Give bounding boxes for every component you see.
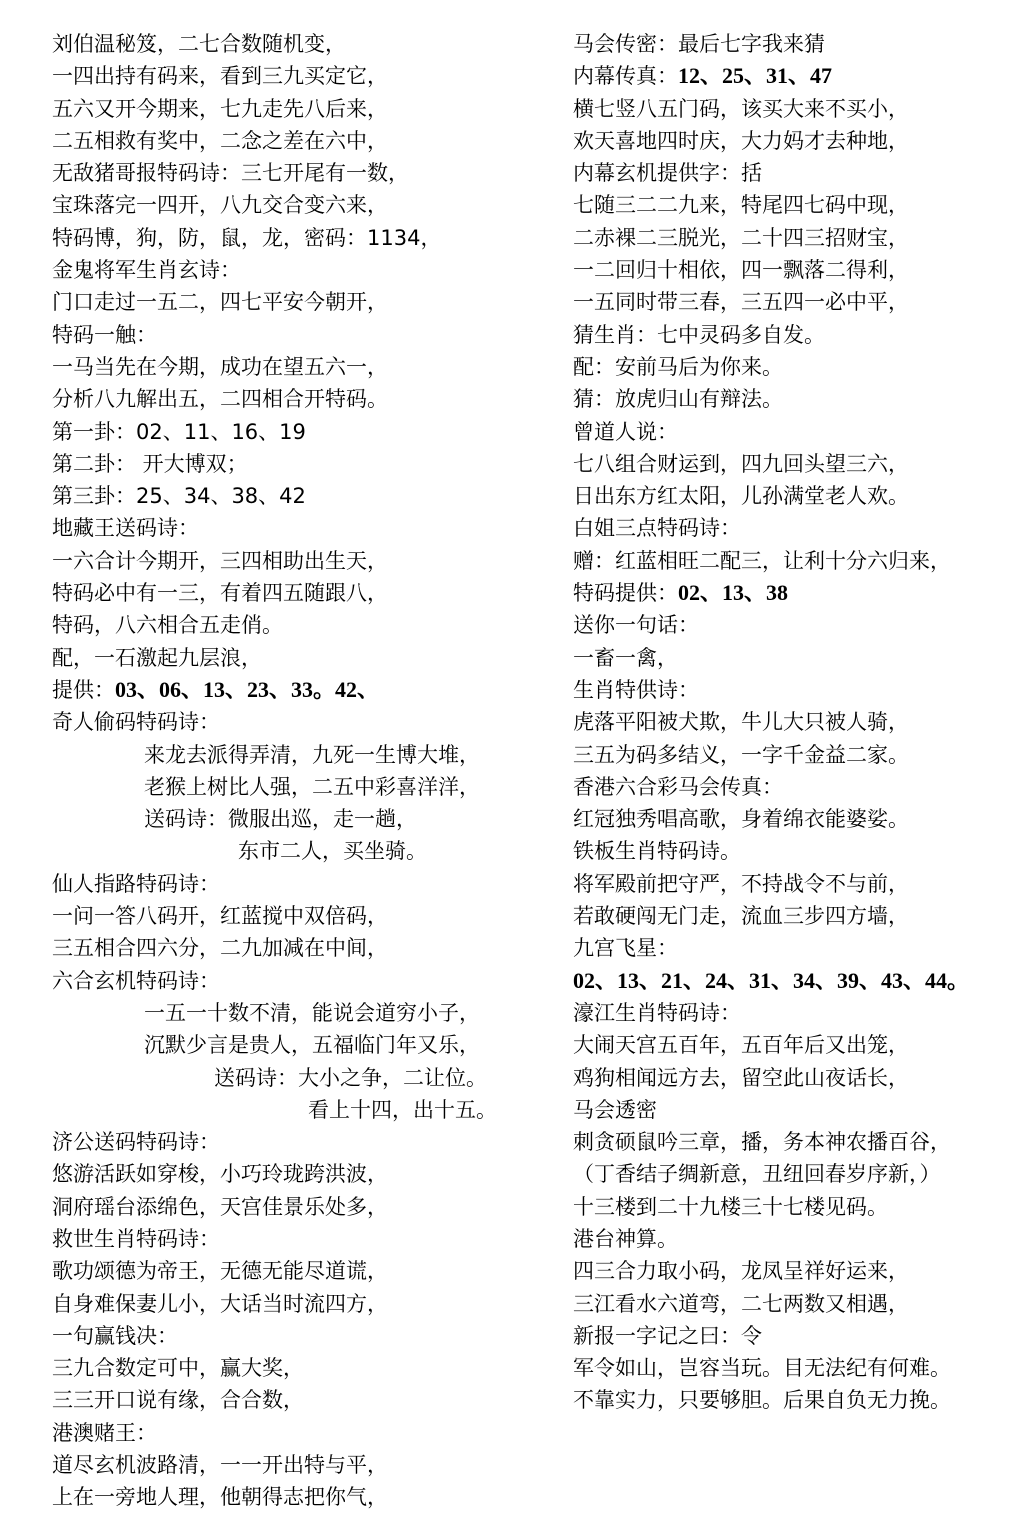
- right-line-9: 猜生肖：七中灵码多自发。: [573, 322, 825, 347]
- right-line-41: 军令如山，岂容当玩。目无法纪有何难。: [573, 1356, 951, 1381]
- left-line-32: 送码诗：大小之争，二让位。: [214, 1065, 487, 1090]
- left-line-3: 二五相救有奖中，二念之差在六中，: [52, 128, 388, 153]
- right-line-32: 鸡狗相闻远方去，留空此山夜话长，: [573, 1065, 909, 1090]
- right-line-10: 配：安前马后为你来。: [573, 354, 783, 379]
- right-line-24: 红冠独秀唱高歌，身着绵衣能婆娑。: [573, 807, 909, 832]
- right-line-5: 七随三二二九来，特尾四七码中现，: [573, 193, 909, 218]
- left-line-25: 东市二人，买坐骑。: [238, 839, 427, 864]
- right-line-4: 内幕玄机提供字：括: [573, 161, 762, 186]
- right-line-18: 送你一句话：: [573, 613, 699, 638]
- right-column: [573, 28, 1003, 1417]
- left-line-8: 门口走过一五二，四七平安今朝开，: [52, 290, 388, 315]
- left-line-37: 救世生肖特码诗：: [52, 1226, 220, 1251]
- right-line-15: 白姐三点特码诗：: [573, 516, 741, 541]
- left-line-34: 济公送码特码诗：: [52, 1130, 220, 1155]
- line-numbers: 02、13、21、24、31、34、39、43、44。: [573, 967, 970, 993]
- left-line-11: 分析八九解出五，二四相合开特码。: [52, 387, 388, 412]
- left-line-5: 宝珠落完一四开，八九交合变六来，: [52, 193, 388, 218]
- right-line-21: 虎落平阳被犬欺，牛儿大只被人骑，: [573, 710, 909, 735]
- right-line-29: [573, 965, 1003, 997]
- left-line-12: 第一卦：02、11、16、19: [52, 419, 306, 444]
- line-numbers: 02、13、38: [678, 580, 789, 606]
- right-line-39: 三江看水六道弯，二七两数又相遇，: [573, 1291, 909, 1316]
- line-numbers: 03、06、13、23、33。42、: [115, 676, 380, 702]
- right-line-6: 二赤裸二三脱光，二十四三招财宝，: [573, 225, 909, 250]
- left-line-21: 奇人偷码特码诗：: [52, 710, 220, 735]
- right-line-12: 曾道人说：: [573, 419, 678, 444]
- right-line-20: 生肖特供诗：: [573, 677, 699, 702]
- left-column: [52, 28, 532, 1514]
- right-line-30: 濠江生肖特码诗：: [573, 1000, 741, 1025]
- left-line-7: 金鬼将军生肖玄诗：: [52, 258, 241, 283]
- left-line-29: 六合玄机特码诗：: [52, 968, 220, 993]
- right-line-35: （丁香结子绸新意，丑纽回春岁序新，）: [573, 1162, 941, 1187]
- left-line-40: 一句赢钱决：: [52, 1323, 178, 1348]
- left-line-39: 自身难保妻儿小，大话当时流四方，: [52, 1291, 388, 1316]
- left-line-4: 无敌猪哥报特码诗：三七开尾有一数，: [52, 161, 409, 186]
- right-line-38: 四三合力取小码，龙凤呈祥好运来，: [573, 1259, 909, 1284]
- right-line-19: 一畜一禽，: [573, 645, 678, 670]
- left-line-27: 一问一答八码开，红蓝搅中双倍码，: [52, 904, 388, 929]
- right-line-11: 猜：放虎归山有辩法。: [573, 387, 783, 412]
- right-line-16: 赠：红蓝相旺二配三，让利十分六归来，: [573, 548, 951, 573]
- right-line-17: [573, 577, 1003, 609]
- left-line-1: 一四出持有码来，看到三九买定它，: [52, 64, 388, 89]
- left-line-45: 上在一旁地人理，他朝得志把你气，: [52, 1485, 388, 1510]
- left-line-16: 一六合计今期开，三四相助出生天，: [52, 548, 388, 573]
- right-line-23: 香港六合彩马会传真：: [573, 774, 783, 799]
- right-line-40: 新报一字记之曰：令: [573, 1323, 762, 1348]
- right-line-0: 马会传密：最后七字我来猜: [573, 32, 825, 56]
- right-line-33: 马会透密: [573, 1097, 657, 1122]
- left-line-41: 三九合数定可中，赢大奖，: [52, 1356, 304, 1381]
- left-line-22: 来龙去派得弄清，九死一生博大堆，: [144, 742, 480, 767]
- left-line-13: 第二卦： 开大博双；: [52, 451, 248, 476]
- right-line-2: 横七竖八五门码，该买大来不买小，: [573, 96, 909, 121]
- left-line-17: 特码必中有一三，有着四五随跟八，: [52, 581, 388, 606]
- left-line-2: 五六又开今期来，七九走先八后来，: [52, 96, 388, 121]
- line-label: 提供：: [52, 677, 115, 702]
- line-numbers: 12、25、31、47: [678, 63, 833, 89]
- right-line-13: 七八组合财运到，四九回头望三六，: [573, 451, 909, 476]
- right-line-42: 不靠实力，只要够胆。后果自负无力挽。: [573, 1388, 951, 1413]
- left-line-43: 港澳赌王：: [52, 1420, 157, 1445]
- left-line-20: [52, 674, 532, 706]
- right-line-8: 一五同时带三春，三五四一必中平，: [573, 290, 909, 315]
- left-line-9: 特码一触：: [52, 322, 157, 347]
- line-label: 特码提供：: [573, 581, 678, 606]
- left-line-10: 一马当先在今期，成功在望五六一，: [52, 354, 388, 379]
- left-line-42: 三三开口说有缘，合合数，: [52, 1388, 304, 1413]
- right-line-37: 港台神算。: [573, 1226, 678, 1251]
- right-line-31: 大闹天宫五百年，五百年后又出笼，: [573, 1033, 909, 1058]
- right-line-14: 日出东方红太阳，儿孙满堂老人欢。: [573, 484, 909, 509]
- left-line-26: 仙人指路特码诗：: [52, 871, 220, 896]
- right-line-28: 九宫飞星：: [573, 936, 678, 961]
- right-line-7: 一二回归十相依，四一飘落二得利，: [573, 258, 909, 283]
- right-line-3: 欢天喜地四时庆，大力妈才去种地，: [573, 128, 909, 153]
- left-line-24: 送码诗：微服出巡，走一趟，: [144, 807, 417, 832]
- left-line-18: 特码，八六相合五走俏。: [52, 613, 283, 638]
- right-line-25: 铁板生肖特码诗。: [573, 839, 741, 864]
- left-line-33: 看上十四，出十五。: [308, 1097, 497, 1122]
- left-line-35: 悠游活跃如穿梭，小巧玲珑跨洪波，: [52, 1162, 388, 1187]
- left-line-38: 歌功颂德为帝王，无德无能尽道谎，: [52, 1259, 388, 1284]
- left-line-6: 特码博，狗，防，鼠，龙，密码：1134，: [52, 225, 442, 250]
- left-line-14: 第三卦：25、34、38、42: [52, 484, 306, 509]
- left-line-30: 一五一十数不清，能说会道穷小子，: [144, 1000, 480, 1025]
- left-line-44: 道尽玄机波路清，一一开出特与平，: [52, 1453, 388, 1478]
- right-line-1: [573, 60, 1003, 92]
- left-line-28: 三五相合四六分，二九加减在中间，: [52, 936, 388, 961]
- left-line-0: 刘伯温秘笈，二七合数随机变，: [52, 32, 346, 56]
- right-line-36: 十三楼到二十九楼三十七楼见码。: [573, 1194, 888, 1219]
- left-line-19: 配，一石激起九层浪，: [52, 645, 262, 670]
- right-line-27: 若敢硬闯无门走，流血三步四方墙，: [573, 904, 909, 929]
- right-line-22: 三五为码多结义，一字千金益二家。: [573, 742, 909, 767]
- left-line-15: 地藏王送码诗：: [52, 516, 199, 541]
- right-line-34: 刺贪硕鼠吟三章，播，务本神农播百谷，: [573, 1130, 951, 1155]
- right-line-26: 将军殿前把守严，不持战令不与前，: [573, 871, 909, 896]
- left-line-31: 沉默少言是贵人，五福临门年又乐，: [144, 1033, 480, 1058]
- line-label: 内幕传真：: [573, 64, 678, 89]
- left-line-36: 洞府瑶台添绵色，天宫佳景乐处多，: [52, 1194, 388, 1219]
- left-line-23: 老猴上树比人强，二五中彩喜洋洋，: [144, 774, 480, 799]
